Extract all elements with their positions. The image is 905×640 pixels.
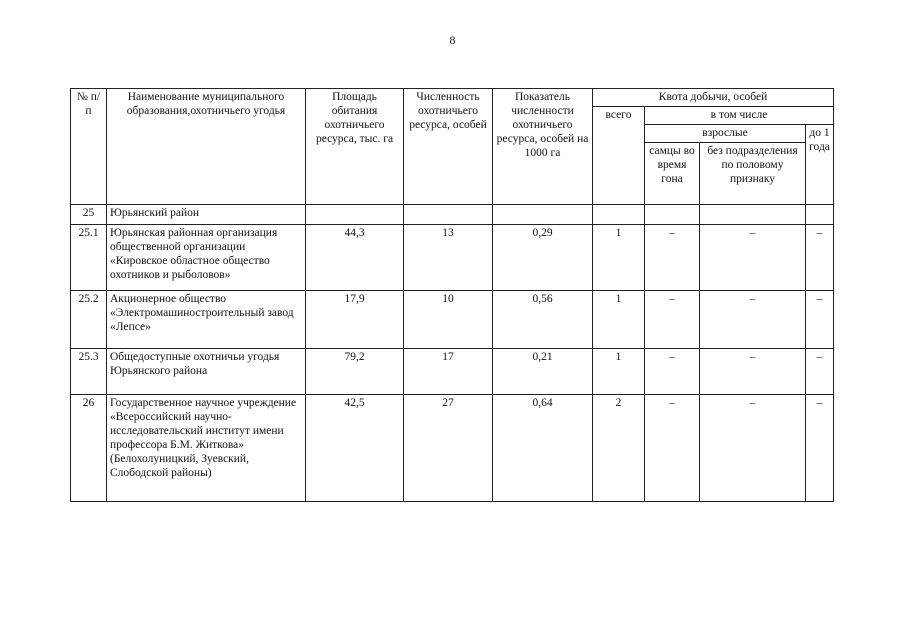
cell-name: Юрьянский район — [107, 205, 306, 225]
cell-count: 13 — [404, 225, 493, 291]
cell-area — [306, 205, 404, 225]
cell-total — [593, 205, 645, 225]
header-area: Площадь обитания охотничьего ресурса, тыс. га — [306, 89, 404, 205]
cell-total: 2 — [593, 395, 645, 502]
cell-under1: – — [806, 291, 834, 349]
header-under1: до 1 года — [806, 125, 834, 205]
cell-name: Юрьянская районная организация общественной организации «Кировское областное общество охотников и рыболовов» — [107, 225, 306, 291]
table-row — [71, 349, 834, 395]
cell-males — [645, 205, 700, 225]
cell-nosex — [700, 205, 806, 225]
cell-males: – — [645, 349, 700, 395]
header-total: всего — [593, 107, 645, 205]
cell-under1: – — [806, 395, 834, 502]
cell-no: 25.2 — [71, 291, 107, 349]
header-nosex: без подразделения по половому признаку — [700, 143, 806, 205]
cell-area: 42,5 — [306, 395, 404, 502]
hunting-quota-table — [70, 88, 834, 502]
cell-count — [404, 205, 493, 225]
header-males: самцы во время гона — [645, 143, 700, 205]
header-including: в том числе — [645, 107, 834, 125]
cell-total: 1 — [593, 291, 645, 349]
cell-density — [493, 205, 593, 225]
cell-males: – — [645, 395, 700, 502]
cell-no: 26 — [71, 395, 107, 502]
cell-nosex: – — [700, 225, 806, 291]
header-no: № п/п — [71, 89, 107, 205]
cell-density: 0,64 — [493, 395, 593, 502]
table-row — [71, 291, 834, 349]
header-count: Численность охотничьего ресурса, особей — [404, 89, 493, 205]
cell-count: 17 — [404, 349, 493, 395]
header-name: Наименование муниципального образования,охотничьего угодья — [107, 89, 306, 205]
cell-area: 17,9 — [306, 291, 404, 349]
cell-density: 0,56 — [493, 291, 593, 349]
cell-density: 0,21 — [493, 349, 593, 395]
cell-area: 44,3 — [306, 225, 404, 291]
cell-count: 27 — [404, 395, 493, 502]
cell-density: 0,29 — [493, 225, 593, 291]
header-quota: Квота добычи, особей — [593, 89, 834, 107]
table-row — [71, 395, 834, 502]
cell-nosex: – — [700, 291, 806, 349]
table-row — [71, 205, 834, 225]
cell-name: Общедоступные охотничьи угодья Юрьянского района — [107, 349, 306, 395]
cell-area: 79,2 — [306, 349, 404, 395]
cell-nosex: – — [700, 395, 806, 502]
header-density: Показатель численности охотничьего ресурса, особей на 1000 га — [493, 89, 593, 205]
cell-no: 25 — [71, 205, 107, 225]
cell-name: Акционерное общество «Электромашиностроительный завод «Лепсе» — [107, 291, 306, 349]
page-number: 8 — [449, 33, 456, 47]
cell-total: 1 — [593, 225, 645, 291]
cell-nosex: – — [700, 349, 806, 395]
header-adults: взрослые — [645, 125, 806, 143]
cell-under1: – — [806, 225, 834, 291]
cell-no: 25.1 — [71, 225, 107, 291]
table-row — [71, 225, 834, 291]
cell-under1 — [806, 205, 834, 225]
cell-under1: – — [806, 349, 834, 395]
cell-males: – — [645, 291, 700, 349]
cell-no: 25.3 — [71, 349, 107, 395]
cell-males: – — [645, 225, 700, 291]
cell-name: Государственное научное учреждение «Всероссийский научно-исследовательский институт имени профессора Б.М. Житкова» (Белохолуницкий, Зуевский, Слободской районы) — [107, 395, 306, 502]
cell-total: 1 — [593, 349, 645, 395]
cell-count: 10 — [404, 291, 493, 349]
